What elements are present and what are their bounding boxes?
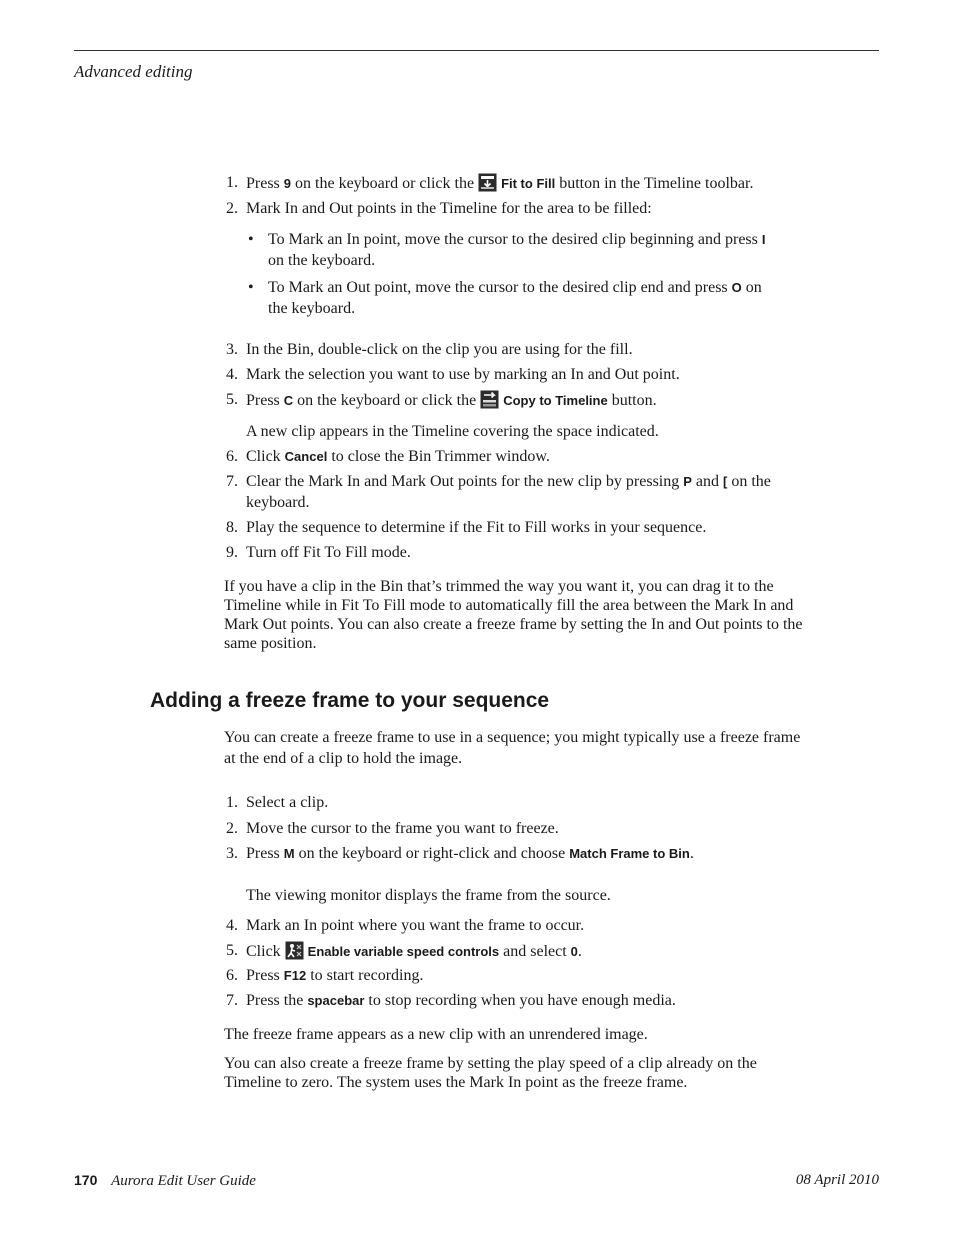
freeze-step-2: Move the cursor to the frame you want to freeze. — [246, 820, 559, 837]
footer-left — [74, 1172, 256, 1190]
bullet: • — [248, 231, 254, 248]
step-2: Mark In and Out points in the Timeline for the area to be filled: — [246, 200, 652, 217]
step-number: 7. — [226, 473, 238, 490]
freeze-step-7: Press the spacebar to stop recording when you have enough media. — [246, 992, 676, 1009]
step-9: Turn off Fit To Fill mode. — [246, 544, 411, 561]
freeze-step-3-note: The viewing monitor displays the frame from the source. — [246, 887, 611, 904]
variable-speed-icon[interactable] — [285, 941, 304, 960]
step-5: Press C on the keyboard or click the Copy to Timeline button. — [246, 392, 657, 409]
fit-to-fill-paragraph: If you have a clip in the Bin that’s trimmed the way you want it, you can drag it to the Timeline while in Fit To Fill mode to automatically fill the area between the Mark In and Mark Out points. You can also create a freeze frame by setting the In and Out points to the same position. — [224, 578, 803, 652]
bullet-2: To Mark an Out point, move the cursor to the desired clip end and press O on — [268, 279, 762, 296]
footer-date: 08 April 2010 — [795, 1172, 879, 1188]
step-number: 4. — [226, 366, 238, 383]
step-7: Clear the Mark In and Mark Out points for the new clip by pressing P and [ on the — [246, 473, 771, 490]
step-number: 1. — [226, 794, 238, 811]
step-number: 2. — [226, 820, 238, 837]
step-number: 9. — [226, 544, 238, 561]
fit-to-fill-icon[interactable] — [478, 173, 497, 192]
step-number: 6. — [226, 967, 238, 984]
copy-to-timeline-icon[interactable] — [480, 390, 499, 409]
freeze-step-6: Press F12 to start recording. — [246, 967, 424, 984]
freeze-step-3: Press M on the keyboard or right-click and choose Match Frame to Bin. — [246, 845, 694, 862]
bullet-2-cont: the keyboard. — [268, 300, 356, 317]
step-8: Play the sequence to determine if the Fit to Fill works in your sequence. — [246, 519, 707, 536]
section-intro: You can create a freeze frame to use in a sequence; you might typically use a freeze frame at the end of a clip to hold the image. — [224, 729, 801, 767]
step-number: 6. — [226, 448, 238, 465]
variable-speed-button-label: Enable variable speed controls — [307, 944, 500, 959]
step-number: 5. — [226, 391, 238, 408]
key-9: 9 — [283, 176, 292, 191]
step-number: 3. — [226, 845, 238, 862]
freeze-step-1: Select a clip. — [246, 794, 329, 811]
step-6: Click Cancel to close the Bin Trimmer window. — [246, 448, 550, 465]
step-number: 2. — [226, 200, 238, 217]
freeze-step-5: Click Enable variable speed controls and select 0. — [246, 943, 582, 960]
step-number: 7. — [226, 992, 238, 1009]
bullet: • — [248, 279, 254, 296]
step-5-note: A new clip appears in the Timeline covering the space indicated. — [246, 423, 659, 440]
step-number: 4. — [226, 917, 238, 934]
section-header: Advanced editing — [74, 62, 193, 81]
step-4: Mark the selection you want to use by marking an In and Out point. — [246, 366, 680, 383]
bullet-1-cont: on the keyboard. — [268, 252, 376, 269]
step-number: 8. — [226, 519, 238, 536]
guide-title: Aurora Edit User Guide — [111, 1173, 256, 1189]
step-7-cont: keyboard. — [246, 494, 310, 511]
bullet-1: To Mark an In point, move the cursor to the desired clip beginning and press I — [268, 231, 766, 248]
step-number: 3. — [226, 341, 238, 358]
freeze-step-4: Mark an In point where you want the frame to occur. — [246, 917, 585, 934]
header-rule — [74, 50, 879, 51]
result-paragraph-1: The freeze frame appears as a new clip with an unrendered image. — [224, 1026, 648, 1043]
result-paragraph-2: You can also create a freeze frame by setting the play speed of a clip already on the Timeline to zero. The system uses the Mark In point as the freeze frame. — [224, 1055, 757, 1091]
step-number: 1. — [226, 174, 238, 191]
section-heading: Adding a freeze frame to your sequence — [150, 689, 550, 712]
page-number: 170 — [74, 1172, 98, 1188]
cancel-button-label: Cancel — [284, 449, 328, 464]
match-frame-menu-item: Match Frame to Bin — [569, 846, 690, 861]
step-1: Press 9 on the keyboard or click the Fit to Fill button in the Timeline toolbar. — [246, 175, 754, 192]
fit-to-fill-button-label: Fit to Fill — [501, 176, 556, 191]
copy-to-timeline-button-label: Copy to Timeline — [503, 393, 608, 408]
step-3: In the Bin, double-click on the clip you are using for the fill. — [246, 341, 633, 358]
step-number: 5. — [226, 942, 238, 959]
